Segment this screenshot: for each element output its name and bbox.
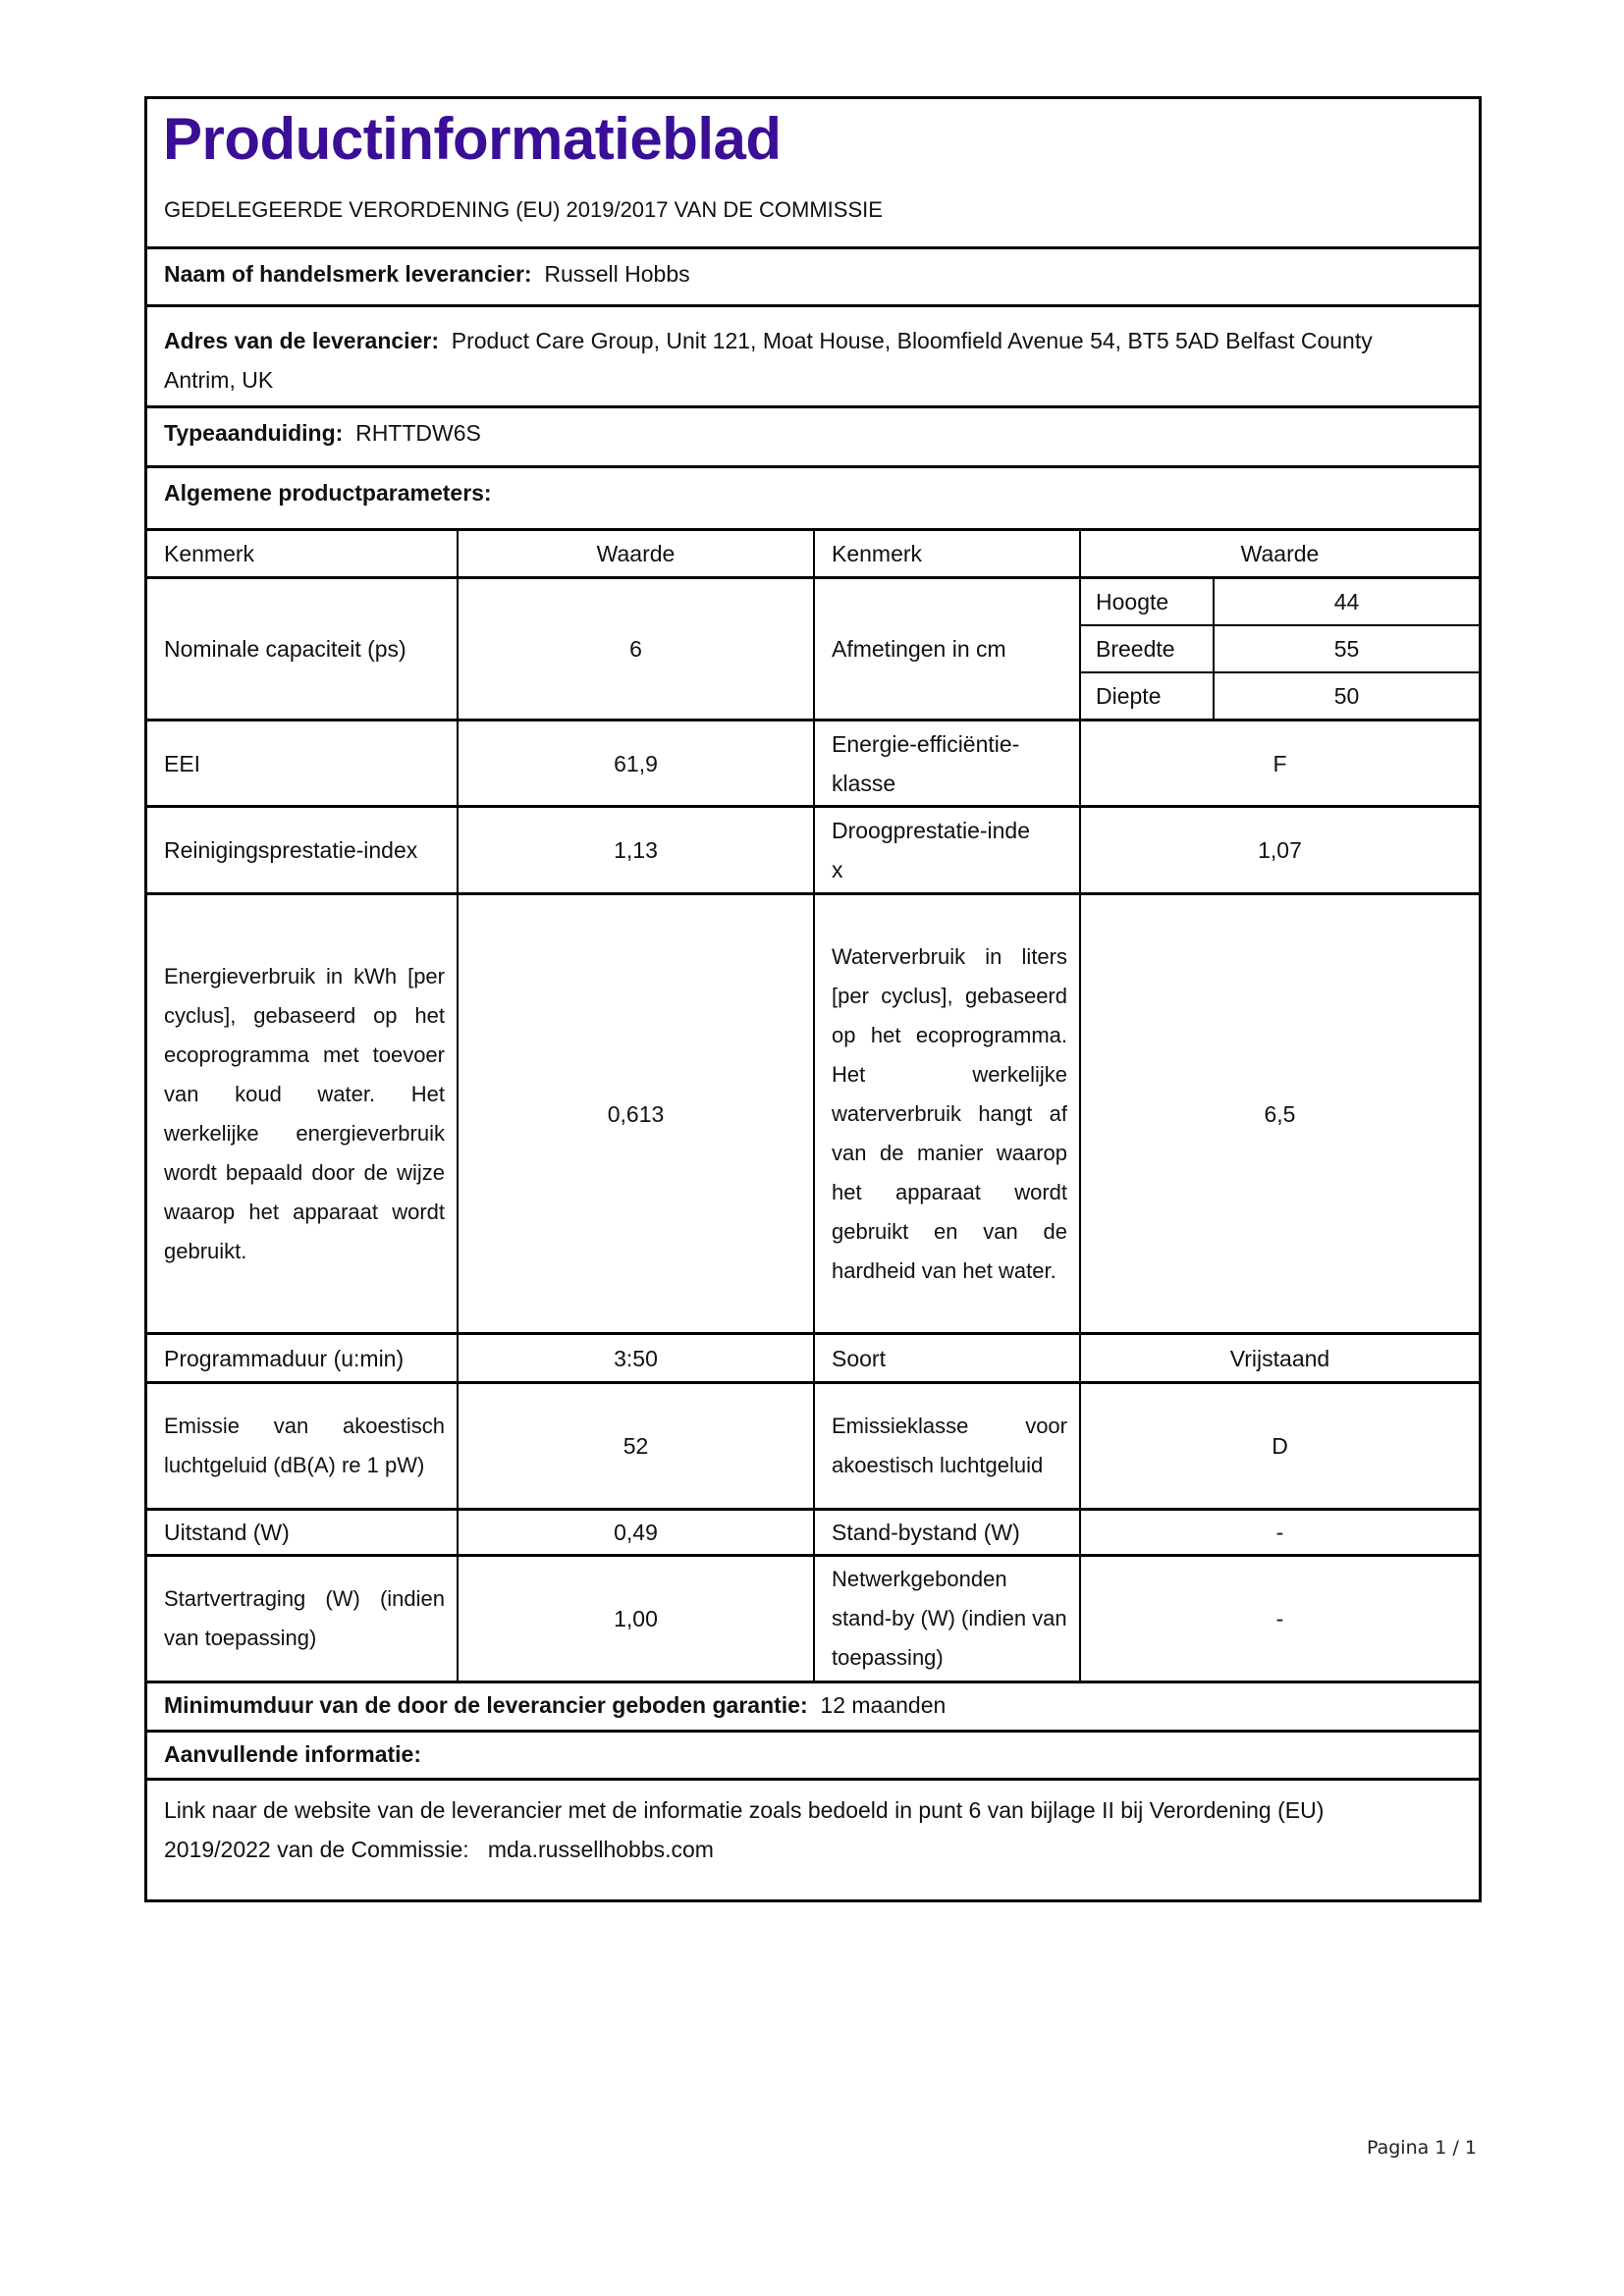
param-label: Droogprestatie-index bbox=[815, 808, 1081, 892]
param-value: 6,5 bbox=[1264, 1100, 1296, 1127]
page-number: Pagina 1 / 1 bbox=[1367, 2137, 1477, 2159]
table-row bbox=[147, 1335, 1479, 1384]
table-header-row bbox=[147, 531, 1479, 579]
supplier-address-row bbox=[147, 307, 1479, 408]
supplier-address-line1: Product Care Group, Unit 121, Moat House, Bloomfield Avenue 54, BT5 5AD Belfast County bbox=[451, 328, 1373, 353]
param-value: - bbox=[1275, 1520, 1284, 1545]
param-label: Stand-bystand (W) bbox=[815, 1511, 1081, 1554]
dimension-value: 50 bbox=[1333, 682, 1360, 709]
header-kenmerk-1: Kenmerk bbox=[147, 531, 459, 576]
supplier-name-label: Naam of handelsmerk leverancier: bbox=[164, 261, 532, 287]
dimension-depth-row bbox=[1081, 673, 1479, 719]
table-row bbox=[147, 579, 1479, 721]
param-value: 61,9 bbox=[459, 721, 815, 805]
table-row bbox=[147, 808, 1479, 895]
header-waarde-2: Waarde bbox=[1240, 541, 1320, 566]
param-label: Energie-efficiëntie-klasse bbox=[815, 721, 1081, 805]
dimension-label: Breedte bbox=[1081, 626, 1215, 671]
param-label: Netwerkgebonden stand-by (W) (indien van toepassing) bbox=[815, 1557, 1081, 1681]
general-parameters-heading-row bbox=[147, 468, 1479, 531]
param-value: - bbox=[1275, 1606, 1284, 1631]
supplier-website-link[interactable]: mda.russellhobbs.com bbox=[487, 1837, 714, 1862]
param-label: EEI bbox=[147, 721, 459, 805]
model-identifier-value: RHTTDW6S bbox=[355, 420, 481, 446]
additional-info-heading: Aanvullende informatie: bbox=[164, 1741, 421, 1767]
additional-info-text-line2: 2019/2022 van de Commissie: bbox=[164, 1837, 469, 1862]
header-block bbox=[147, 99, 1479, 249]
header-waarde-1: Waarde bbox=[459, 531, 815, 576]
param-label: Emissie van akoestisch luchtgeluid (dB(A) re 1 pW) bbox=[147, 1384, 459, 1508]
dimension-value: 55 bbox=[1333, 635, 1360, 662]
model-identifier-label: Typeaanduiding: bbox=[164, 420, 344, 446]
table-row bbox=[147, 1557, 1479, 1683]
additional-info-row bbox=[147, 1781, 1479, 1899]
dimension-height-row bbox=[1081, 579, 1479, 626]
param-value: 0,49 bbox=[459, 1511, 815, 1554]
table-row bbox=[147, 1511, 1479, 1557]
header-kenmerk-2: Kenmerk bbox=[815, 531, 1081, 576]
param-label: Programmaduur (u:min) bbox=[147, 1335, 459, 1381]
param-value: F bbox=[1272, 750, 1287, 776]
table-row bbox=[147, 1384, 1479, 1511]
param-value: 3:50 bbox=[459, 1335, 815, 1381]
supplier-address-line2: Antrim, UK bbox=[164, 367, 274, 393]
dimension-label: Hoogte bbox=[1081, 579, 1215, 624]
param-value: 1,00 bbox=[459, 1557, 815, 1681]
param-label: Soort bbox=[815, 1335, 1081, 1381]
additional-info-text-line1: Link naar de website van de leverancier met de informatie zoals bedoeld in punt 6 van bijlage II bij Verordening (EU) bbox=[164, 1797, 1325, 1823]
param-label: Startvertraging (W) (indien van toepassing) bbox=[147, 1557, 459, 1681]
param-label: Reinigingsprestatie-index bbox=[147, 808, 459, 892]
dimension-label: Diepte bbox=[1081, 673, 1215, 719]
param-value: Vrijstaand bbox=[1229, 1345, 1330, 1371]
param-label: Waterverbruik in liters [per cyclus], gebaseerd op het ecoprogramma. Het werkelijke waterverbruik hangt af van de manier waarop het apparaat wordt gebruikt en van de hardheid van het water. bbox=[815, 895, 1081, 1332]
product-information-sheet bbox=[144, 96, 1482, 1902]
page-title: Productinformatieblad bbox=[163, 106, 782, 172]
param-value: 1,13 bbox=[459, 808, 815, 892]
param-label: Energieverbruik in kWh [per cyclus], gebaseerd op het ecoprogramma met toevoer van koud water. Het werkelijke energieverbruik wordt bepaald door de wijze waarop het apparaat wordt gebruikt. bbox=[147, 895, 459, 1332]
supplier-address-label: Adres van de leverancier: bbox=[164, 328, 439, 353]
model-identifier-row bbox=[147, 408, 1479, 468]
param-value: 0,613 bbox=[459, 895, 815, 1332]
dimension-width-row bbox=[1081, 626, 1479, 673]
supplier-name-row bbox=[147, 249, 1479, 307]
table-row bbox=[147, 895, 1479, 1335]
param-value: 6 bbox=[459, 579, 815, 719]
param-label: Uitstand (W) bbox=[147, 1511, 459, 1554]
warranty-value: 12 maanden bbox=[820, 1692, 947, 1718]
param-label: Emissieklasse voor akoestisch luchtgeluid bbox=[815, 1384, 1081, 1508]
regulation-subtitle: GEDELEGEERDE VERORDENING (EU) 2019/2017 VAN DE COMMISSIE bbox=[164, 197, 883, 222]
param-value: 52 bbox=[459, 1384, 815, 1508]
additional-info-heading-row bbox=[147, 1733, 1479, 1781]
param-label: Afmetingen in cm bbox=[815, 579, 1081, 719]
supplier-name-value: Russell Hobbs bbox=[544, 261, 690, 287]
warranty-label: Minimumduur van de door de leverancier geboden garantie: bbox=[164, 1692, 808, 1718]
dimension-value: 44 bbox=[1333, 588, 1360, 614]
general-parameters-heading: Algemene productparameters: bbox=[164, 480, 492, 506]
table-row bbox=[147, 721, 1479, 808]
param-label: Nominale capaciteit (ps) bbox=[147, 579, 459, 719]
warranty-row bbox=[147, 1683, 1479, 1733]
param-value: D bbox=[1272, 1433, 1288, 1459]
param-value: 1,07 bbox=[1258, 837, 1302, 863]
